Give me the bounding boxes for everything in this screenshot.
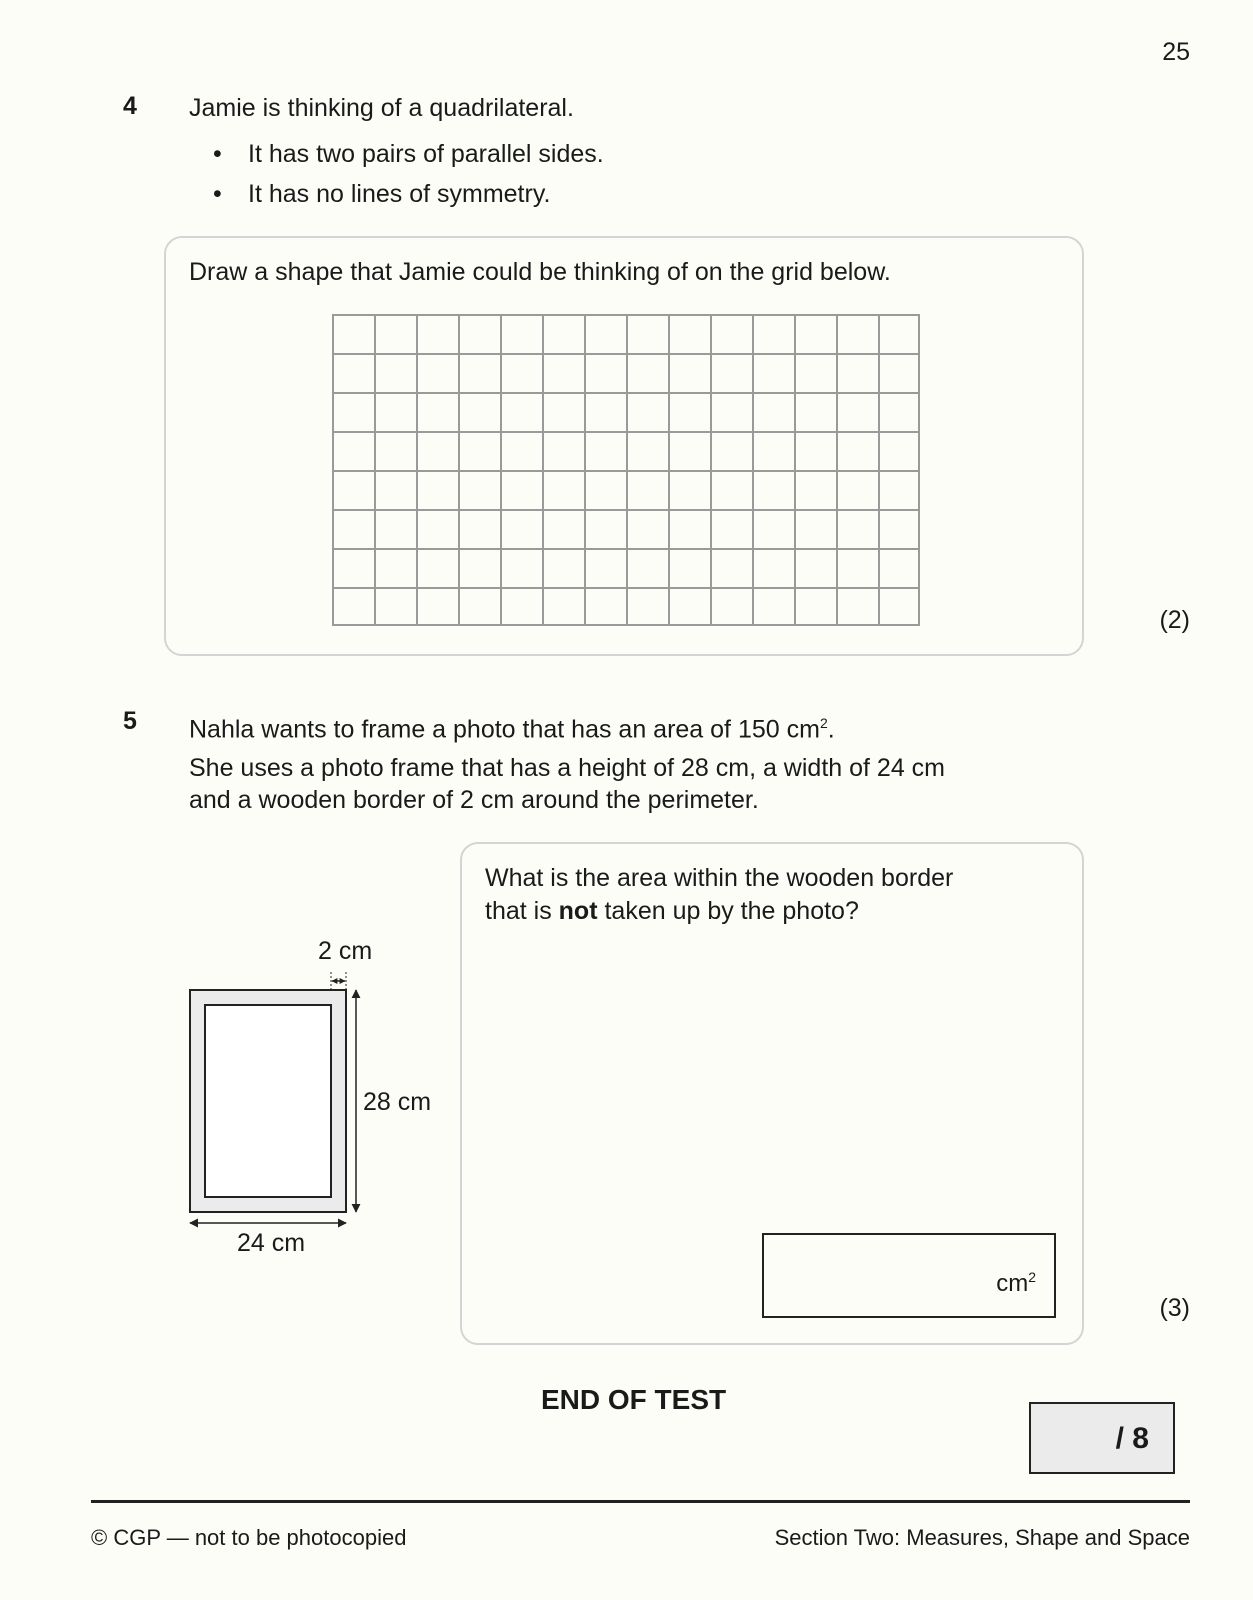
question-4-instruction: Draw a shape that Jamie could be thinking of on the grid below. (189, 258, 891, 286)
footer-section-title: Section Two: Measures, Shape and Space (774, 1525, 1190, 1550)
bullet-icon: • (213, 180, 222, 208)
bullet-icon: • (213, 140, 222, 168)
score-total: / 8 (1115, 1422, 1149, 1455)
question-4-bullet-2: It has no lines of symmetry. (248, 180, 551, 208)
question-4-number: 4 (123, 92, 137, 120)
question-5-prompt-line-2: that is not taken up by the photo? (485, 897, 859, 925)
question-4-marks: (2) (1159, 606, 1190, 634)
score-box[interactable] (1029, 1402, 1175, 1474)
answer-input-box[interactable] (762, 1233, 1056, 1318)
question-4-bullet-1: It has two pairs of parallel sides. (248, 140, 604, 168)
question-5-prompt-line-1: What is the area within the wooden border (485, 864, 954, 892)
question-5-line-1: Nahla wants to frame a photo that has an area of 150 $cm^2$. (189, 715, 835, 744)
footer-copyright: © CGP — not to be photocopied (91, 1525, 407, 1550)
question-4-intro: Jamie is thinking of a quadrilateral. (189, 94, 574, 122)
question-5-line-3: and a wooden border of 2 cm around the perimeter. (189, 786, 759, 814)
width-label: 24 cm (237, 1229, 306, 1257)
question-5-marks: (3) (1159, 1294, 1190, 1322)
border-width-label: 2 cm (318, 937, 373, 965)
footer-divider (91, 1500, 1190, 1503)
photo-area (205, 1005, 331, 1197)
drawing-grid[interactable] (332, 314, 920, 626)
height-label: 28 cm (363, 1088, 432, 1116)
page-number: 25 (1162, 38, 1190, 66)
question-5-line-2: She uses a photo frame that has a height of 28 cm, a width of 24 cm (189, 754, 945, 782)
answer-unit: $cm^2$ (996, 1269, 1036, 1297)
end-of-test-heading: END OF TEST (541, 1384, 727, 1415)
question-5-number: 5 (123, 707, 137, 735)
